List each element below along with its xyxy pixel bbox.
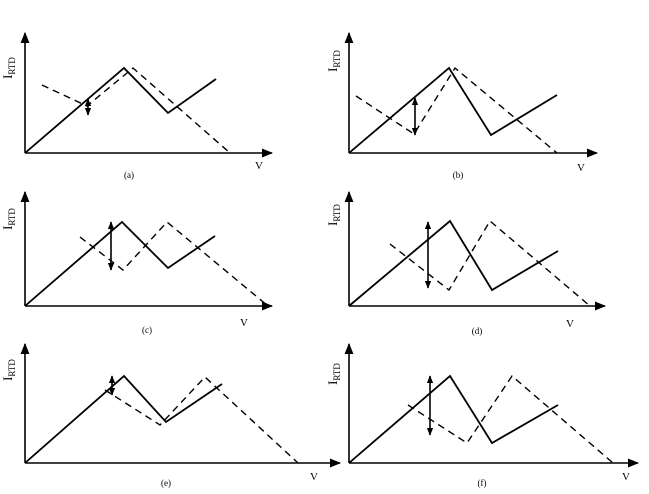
x-axis-label: V	[240, 317, 248, 329]
dashed-curve	[408, 376, 613, 463]
y-axis-label: $I_{RTD}$	[325, 50, 342, 72]
x-axis-label: V	[310, 471, 318, 483]
y-axis-label: $I_{RTD}$	[0, 208, 17, 230]
x-axis-label: V	[622, 471, 630, 483]
panel-caption: (e)	[161, 478, 171, 488]
x-axis-label: V	[255, 160, 263, 172]
panel-caption: (c)	[142, 325, 152, 335]
solid-curve	[349, 68, 557, 153]
y-axis-label: $I_{RTD}$	[325, 204, 342, 226]
solid-curve	[25, 68, 216, 153]
x-axis-label: V	[577, 162, 585, 174]
panel-caption: (d)	[471, 326, 483, 336]
panel-e	[0, 344, 340, 488]
solid-curve	[25, 376, 222, 463]
panel-f	[325, 344, 638, 488]
panel-b	[325, 33, 597, 180]
panel-caption: (f)	[477, 478, 487, 488]
solid-curve	[25, 222, 215, 306]
solid-curve	[349, 221, 558, 306]
x-axis-label: V	[566, 318, 574, 330]
panel-d	[325, 192, 605, 336]
panel-a	[0, 33, 272, 180]
dashed-curve	[105, 377, 298, 463]
panel-caption: (b)	[452, 170, 464, 180]
y-axis-label: $I_{RTD}$	[0, 359, 17, 381]
dashed-curve	[390, 221, 590, 306]
y-axis-label: $I_{RTD}$	[0, 57, 17, 79]
panel-c	[0, 192, 272, 335]
panel-caption: (a)	[124, 170, 134, 180]
y-axis-label: $I_{RTD}$	[325, 363, 342, 385]
